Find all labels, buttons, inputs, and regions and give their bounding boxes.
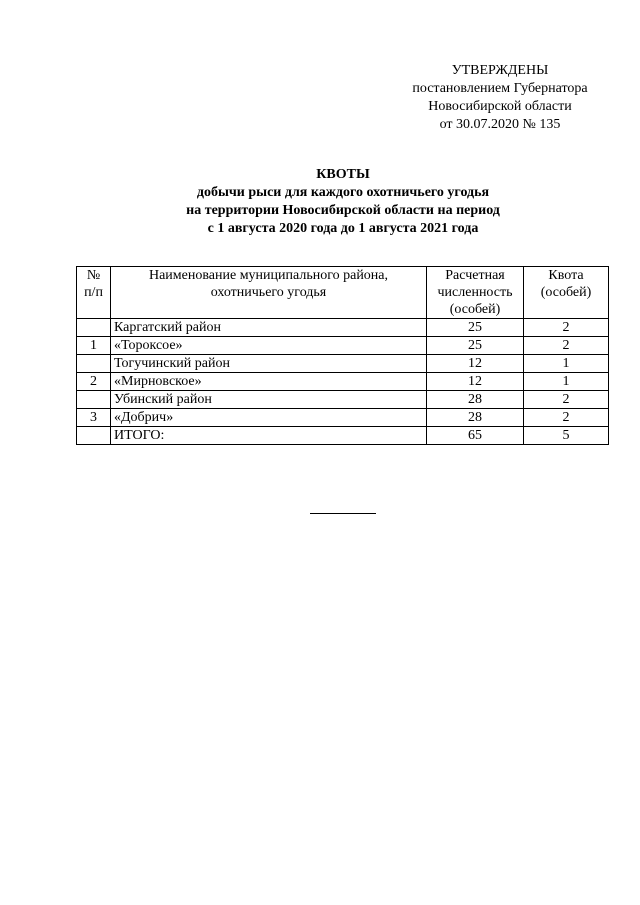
row-quota: 1 xyxy=(524,355,609,373)
row-quota: 2 xyxy=(524,409,609,427)
row-quota: 2 xyxy=(524,337,609,355)
row-name: Убинский район xyxy=(111,391,427,409)
total-count: 65 xyxy=(427,427,524,445)
table-header-row xyxy=(77,267,609,319)
row-count: 25 xyxy=(427,337,524,355)
row-name: Тогучинский район xyxy=(111,355,427,373)
approval-block xyxy=(400,62,600,134)
approval-region: Новосибирской области xyxy=(428,99,572,114)
approval-date-number: от 30.07.2020 № 135 xyxy=(439,117,561,132)
table-row xyxy=(77,391,609,409)
end-divider xyxy=(310,513,376,514)
document-title xyxy=(0,166,640,238)
title-subject: добычи рыси для каждого охотничьего угодья xyxy=(196,185,490,200)
table-row xyxy=(77,319,609,337)
total-number xyxy=(77,427,111,445)
quota-table xyxy=(76,266,609,445)
approval-decree: постановлением Губернатора xyxy=(412,81,588,96)
row-name: «Добрич» xyxy=(111,409,427,427)
row-number: 1 xyxy=(77,337,111,355)
title-heading: КВОТЫ xyxy=(316,167,370,182)
table-row xyxy=(77,409,609,427)
row-name: «Мирновское» xyxy=(111,373,427,391)
row-count: 12 xyxy=(427,373,524,391)
row-number xyxy=(77,319,111,337)
header-count: Расчетная численность (особей) xyxy=(427,267,524,319)
table-total-row xyxy=(77,427,609,445)
row-count: 25 xyxy=(427,319,524,337)
row-quota: 1 xyxy=(524,373,609,391)
title-period: с 1 августа 2020 года до 1 августа 2021 года xyxy=(207,221,479,236)
header-number: № п/п xyxy=(77,267,111,319)
total-quota: 5 xyxy=(524,427,609,445)
table-row xyxy=(77,337,609,355)
row-name: Каргатский район xyxy=(111,319,427,337)
header-quota: Квота (особей) xyxy=(524,267,609,319)
row-number xyxy=(77,355,111,373)
row-count: 12 xyxy=(427,355,524,373)
row-quota: 2 xyxy=(524,391,609,409)
row-name: «Тороксое» xyxy=(111,337,427,355)
title-territory: на территории Новосибирской области на период xyxy=(186,203,500,218)
row-number: 3 xyxy=(77,409,111,427)
table-row xyxy=(77,373,609,391)
row-number: 2 xyxy=(77,373,111,391)
approval-heading: УТВЕРЖДЕНЫ xyxy=(451,63,549,78)
row-quota: 2 xyxy=(524,319,609,337)
row-count: 28 xyxy=(427,391,524,409)
total-label: ИТОГО: xyxy=(111,427,427,445)
row-number xyxy=(77,391,111,409)
table-row xyxy=(77,355,609,373)
header-name: Наименование муниципального района, охотничьего угодья xyxy=(111,267,427,319)
row-count: 28 xyxy=(427,409,524,427)
